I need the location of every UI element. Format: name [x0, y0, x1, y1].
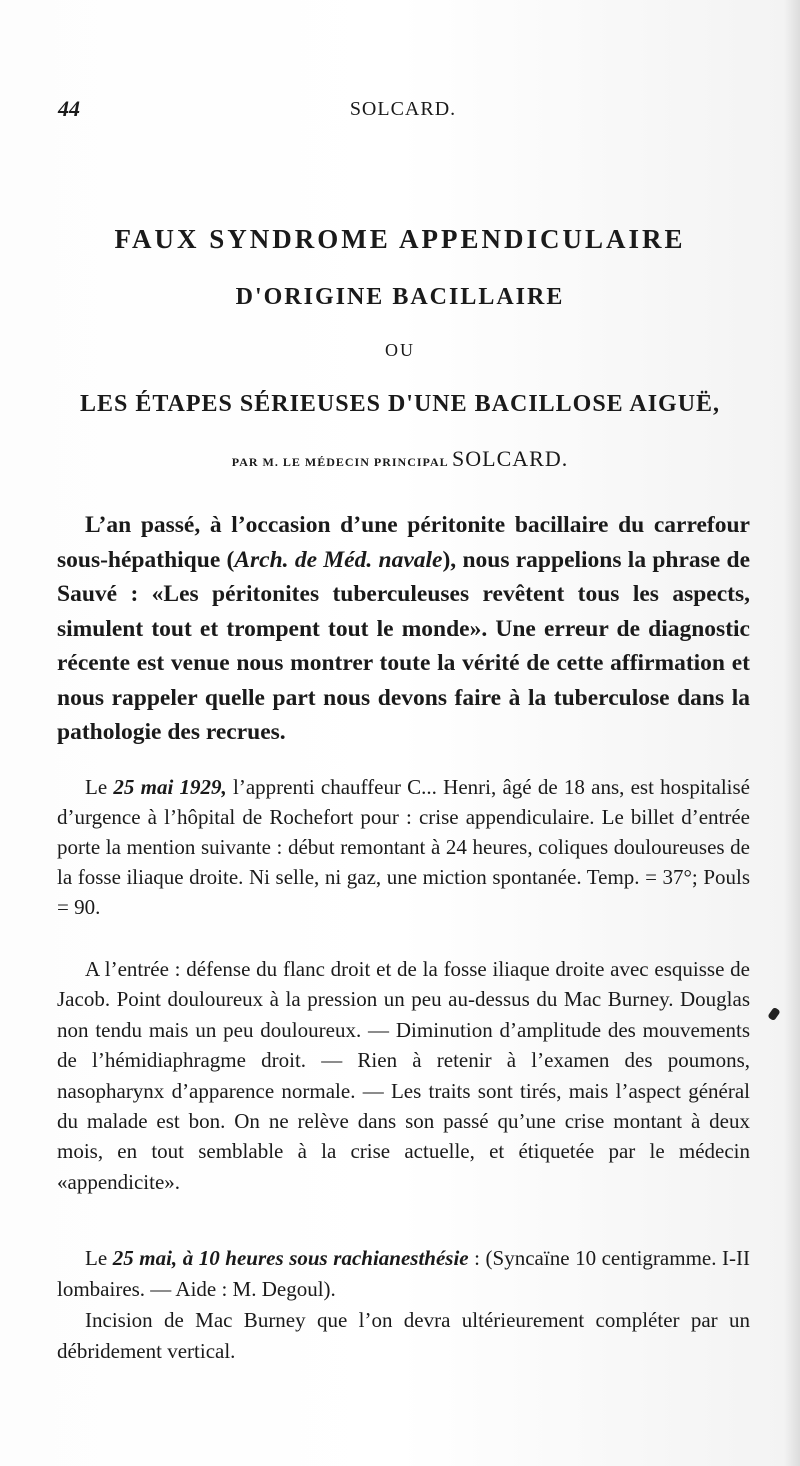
title-line-2: D'ORIGINE BACILLAIRE [235, 284, 565, 310]
title-or: OU [385, 340, 415, 360]
journal-reference: Arch. de Méd. navale [234, 546, 443, 573]
running-head: SOLCARD. [349, 98, 457, 120]
byline-prefix: PAR M. LE MÉDECIN PRINCIPAL [231, 455, 449, 469]
paragraph-examination: A l’entrée : défense du flanc droit et de la fosse iliaque droite avec esquisse de Jacob. Point douloureux à la pression un peu au-dessus du Mac Burney. Douglas non tendu mais un peu douloureux. — Diminution d’amplitude des mouvements de l’hémidiaphragme droit. — Rien à retenir à l’examen des poumons, nasopharynx d’apparence normale. — Les traits sont tirés, mais l’aspect général du malade est bon. On ne relève dans son passé qu’une crise montant à deux mois, en tout semblable à la crise actuelle, et étiquetée par le médecin «appendicite». [57, 957, 750, 1194]
byline-author: SOLCARD. [452, 446, 569, 471]
admission-text-a: Le [85, 775, 114, 799]
operation-text-b: : (Syncaïne 10 centigramme. I-II lombaires. — Aide : M. Degoul). [57, 1246, 750, 1301]
page-header [58, 96, 748, 126]
page-number: 44 [58, 96, 80, 121]
paragraph-admission [57, 772, 750, 922]
paragraph-operation [57, 1243, 750, 1304]
title-line-3: LES ÉTAPES SÉRIEUSES D'UNE BACILLOSE AIGUË, [79, 391, 721, 417]
paragraph-intro [57, 508, 750, 750]
admission-text-b: l’apprenti chauffeur C... Henri, âgé de 18 ans, est hospitalisé d’urgence à l’hôpital de Rochefort pour : crise appendiculaire. Le billet d’entrée porte la mention suivante : début remontant à 24 heures, coliques douloureuses de la fosse iliaque droite. Ni selle, ni gaz, une miction spontanée. Temp. = 37°; Pouls = 90. [57, 775, 750, 919]
operation-date: 25 mai, à 10 heures sous rachianesthésie [112, 1246, 469, 1270]
margin-mark [767, 1007, 780, 1021]
operation-text-a: Le [85, 1246, 113, 1270]
byline [40, 446, 760, 472]
intro-text-a: L’an passé, à l’occasion d’une péritonite bacillaire du carrefour sous-hépathique ( [57, 512, 750, 573]
admission-date: 25 mai 1929, [113, 775, 227, 799]
title-line-1: FAUX SYNDROME APPENDICULAIRE [114, 224, 686, 254]
paragraph-incision: Incision de Mac Burney que l’on devra ultérieurement compléter par un débridement vertical. [57, 1308, 750, 1363]
intro-text-b: ), nous rappelions la phrase de Sauvé : «Les péritonites tuberculeuses revêtent tous les aspects, simulent tout et trompent tout le monde». Une erreur de diagnostic récente est venue nous montrer toute la vérité de cette affirmation et nous rappeler quelle part nous devons faire à la tuberculose dans la pathologie des recrues. [57, 546, 751, 745]
